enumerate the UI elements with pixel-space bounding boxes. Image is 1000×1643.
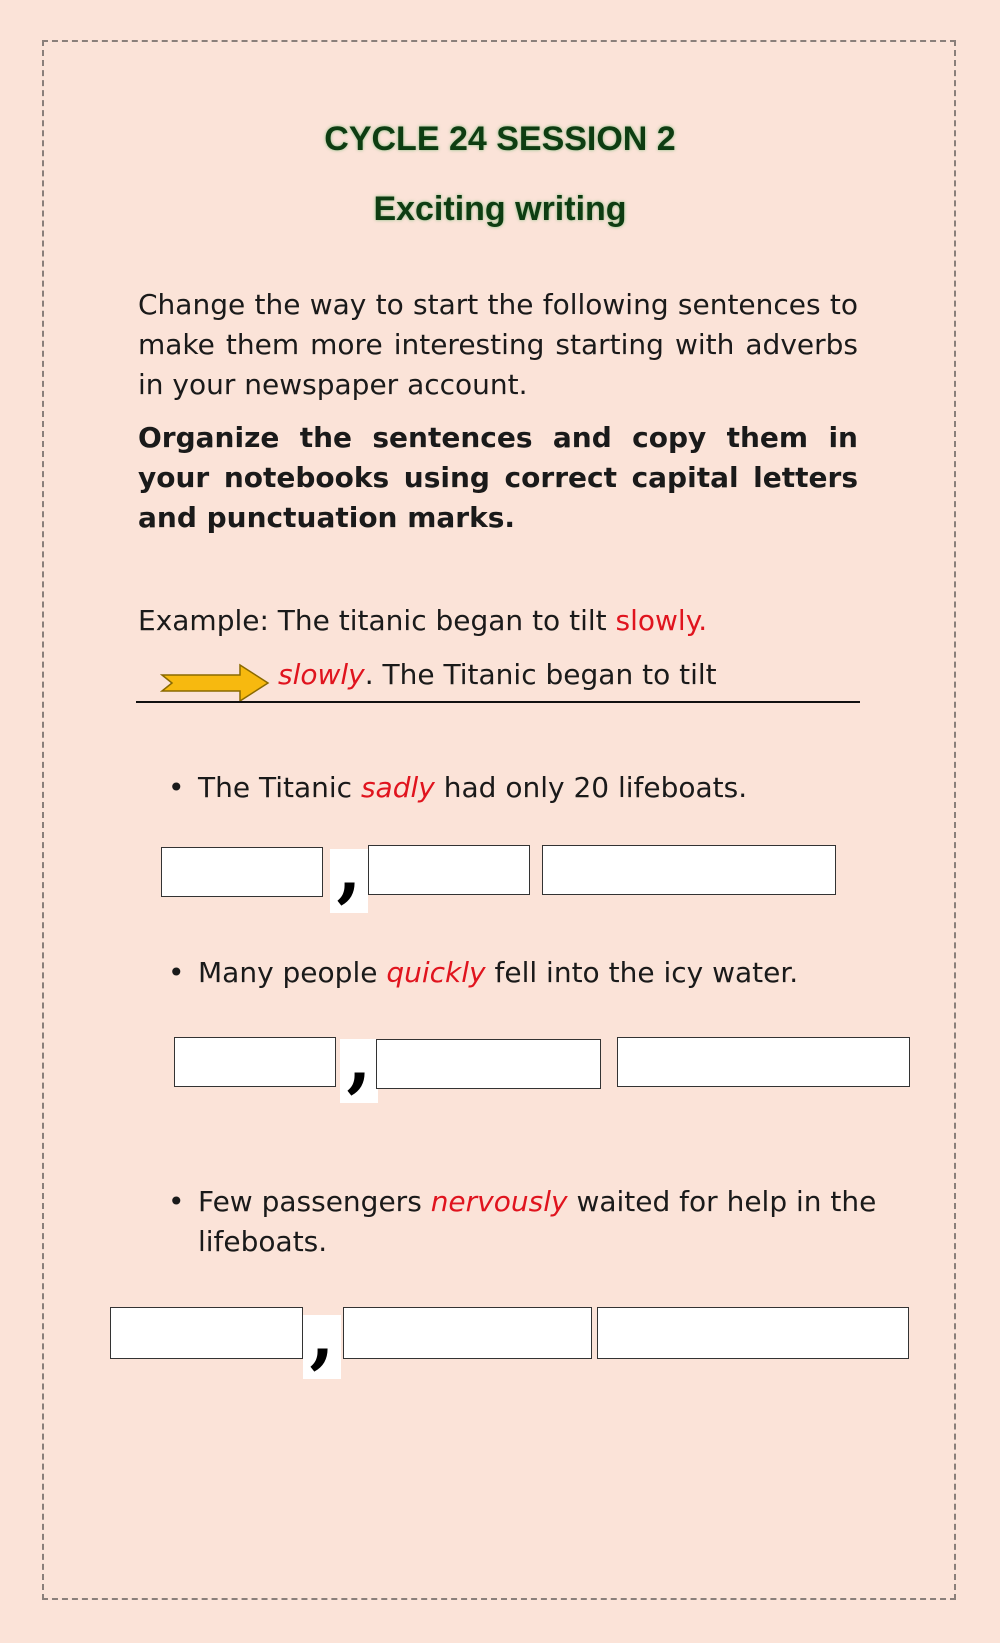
sentence-text: Many people [198, 956, 387, 989]
bullet-icon: • [168, 771, 185, 804]
answer-box-3[interactable] [542, 845, 836, 895]
answer-box-2[interactable] [368, 845, 530, 895]
example-answer-adverb: slowly [278, 658, 365, 691]
example-adverb: slowly. [615, 604, 708, 637]
sentence-text: The Titanic [198, 771, 361, 804]
sentence-text-end: had only 20 lifeboats. [434, 771, 748, 804]
example-prefix: Example: The titanic began to tilt [138, 604, 616, 637]
answer-box-1[interactable] [161, 847, 323, 897]
sentence-adverb: quickly [386, 956, 486, 989]
sentence-text-end: fell into the icy water. [485, 956, 799, 989]
sentence-text-end: waited for help in the [567, 1185, 877, 1218]
page-subtitle: Exciting writing [373, 190, 627, 228]
sentence-adverb: nervously [430, 1185, 568, 1218]
comma-tile[interactable]: , [303, 1315, 341, 1379]
comma-tile[interactable]: , [340, 1039, 378, 1103]
example-answer-rest: . The Titanic began to tilt [364, 658, 717, 691]
instruction-bold-paragraph: Organize the sentences and copy them in your notebooks using correct capital letters and punctuation marks. [138, 421, 858, 534]
example-sentence [138, 604, 707, 637]
instruction-paragraph: Change the way to start the following sentences to make them more interesting starting with adverbs in your newspaper account. [138, 288, 858, 401]
answer-box-3[interactable] [597, 1307, 909, 1359]
right-arrow-icon [160, 663, 270, 703]
page-title: CYCLE 24 SESSION 2 [324, 120, 676, 158]
example-answer [278, 658, 717, 691]
answer-box-1[interactable] [174, 1037, 336, 1087]
answer-box-3[interactable] [617, 1037, 910, 1087]
sentence-adverb: sadly [360, 771, 435, 804]
sentence-text-wrap: lifeboats. [198, 1225, 328, 1258]
answer-box-1[interactable] [110, 1307, 303, 1359]
example-underline [136, 701, 860, 703]
page-border [42, 40, 956, 1600]
comma-tile[interactable]: , [330, 849, 368, 913]
answer-box-2[interactable] [376, 1039, 601, 1089]
sentence-text: Few passengers [198, 1185, 431, 1218]
bullet-icon: • [168, 1185, 185, 1218]
answer-box-2[interactable] [343, 1307, 592, 1359]
bullet-icon: • [168, 956, 185, 989]
